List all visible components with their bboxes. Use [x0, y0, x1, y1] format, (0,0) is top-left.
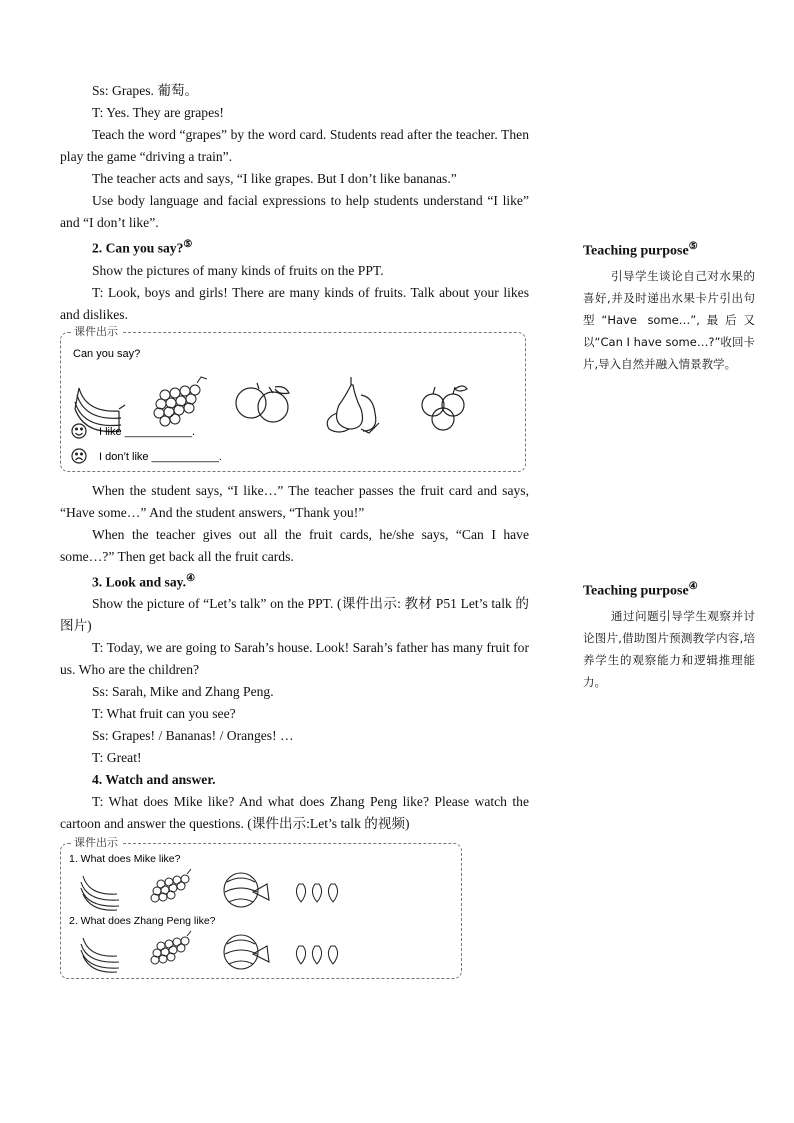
like-sentence: I like ___________.: [99, 425, 196, 438]
dislike-sentence: I don’t like ___________.: [99, 450, 222, 463]
paragraph: T: Great!: [92, 750, 142, 766]
courseware-card-2: [60, 836, 462, 979]
side-heading: [583, 236, 755, 263]
heading-text: 2. Can you say?: [92, 240, 184, 256]
footnote-mark: ④: [688, 581, 698, 592]
question-2: 2. What does Zhang Peng like?: [69, 915, 216, 928]
fruit-question-illustration: [61, 844, 461, 978]
orange-icon: [236, 383, 289, 422]
paragraph: The teacher acts and says, “I like grapes. But I don’t like bananas.”: [92, 171, 457, 186]
paragraph: Ss: Grapes! / Bananas! / Oranges! …: [92, 728, 294, 744]
grapes-icon: [151, 869, 191, 902]
grapes-icon: [151, 931, 191, 964]
banana-icon: [81, 938, 119, 972]
paragraph: Use body language and facial expressions to help students understand “I like” and “I don’t like”.: [60, 193, 529, 230]
courseware-card-1: [60, 324, 526, 472]
footnote-mark: ④: [186, 572, 196, 584]
strawberry-icon: [296, 946, 337, 964]
paragraph: T: Look, boys and girls! There are many kinds of fruits. Talk about your likes and dislikes.: [60, 284, 529, 322]
paragraph: Ss: Sarah, Mike and Zhang Peng.: [92, 684, 274, 700]
watermelon-icon: [224, 873, 269, 907]
paragraph: T: What fruit can you see?: [92, 706, 236, 722]
paragraph: Teach the word “grapes” by the word card. Students read after the teacher. Then play the game “driving a train”.: [60, 127, 529, 164]
teaching-purpose-5: [583, 236, 755, 375]
footnote-mark: ⑤: [183, 239, 193, 250]
footnote-mark: ⑤: [688, 241, 698, 252]
section-heading-2: [60, 234, 529, 260]
strawberry-icon: [296, 884, 337, 902]
card-title: Can you say?: [73, 347, 141, 360]
paragraph: T: Yes. They are grapes!: [92, 105, 224, 120]
heading-text: 3. Look and say.: [92, 574, 187, 590]
grapes-icon: [154, 377, 207, 426]
fruit-illustration: [61, 333, 525, 471]
section-heading-4: 4. Watch and answer.: [92, 772, 216, 788]
paragraph: When the student says, “I like…” The teacher passes the fruit card and says, “Have some…” And the student answers, “Thank you!”: [60, 482, 529, 520]
side-heading: [583, 576, 755, 603]
paragraph: Ss: Grapes. 葡萄。: [92, 83, 199, 98]
paragraph: Show the picture of “Let’s talk” on the PPT. (课件出示: 教材 P51 Let’s talk 的图片): [60, 596, 529, 634]
sad-face-icon: [72, 449, 86, 463]
heading-text: Teaching purpose: [583, 243, 689, 259]
paragraph: T: Today, we are going to Sarah’s house. Look! Sarah’s father has many fruit for us. Who are the children?: [60, 640, 529, 678]
paragraph: T: What does Mike like? And what does Zhang Peng like? Please watch the cartoon and answer the questions. (课件出示:Let’s talk 的视频): [60, 794, 529, 832]
side-note: 通过问题引导学生观察并讨论图片,借助图片预测教学内容,培养学生的观察能力和逻辑推理能力。: [583, 608, 755, 689]
pear-icon: [327, 377, 379, 433]
lesson-body: [60, 80, 529, 979]
section-heading-3: [60, 568, 529, 594]
question-1: 1. What does Mike like?: [69, 853, 181, 866]
banana-icon: [81, 876, 119, 910]
smiley-face-icon: [72, 424, 86, 438]
card-tag: 课件出示: [71, 325, 121, 339]
paragraph: Show the pictures of many kinds of fruits on the PPT.: [92, 262, 384, 278]
apple-icon: [422, 386, 467, 430]
heading-text: Teaching purpose: [583, 583, 689, 599]
paragraph: When the teacher gives out all the fruit cards, he/she says, “Can I have some…?” Then get back all the fruit cards.: [60, 526, 529, 564]
teaching-purpose-4: [583, 576, 755, 693]
side-note: 引导学生谈论自己对水果的喜好,并及时递出水果卡片引出句型“Have some…”,最后又以“Can I have some…?”收回卡片,导入自然并融入情景教学。: [583, 268, 755, 371]
watermelon-icon: [224, 935, 269, 969]
card-tag: 课件出示: [71, 836, 121, 850]
